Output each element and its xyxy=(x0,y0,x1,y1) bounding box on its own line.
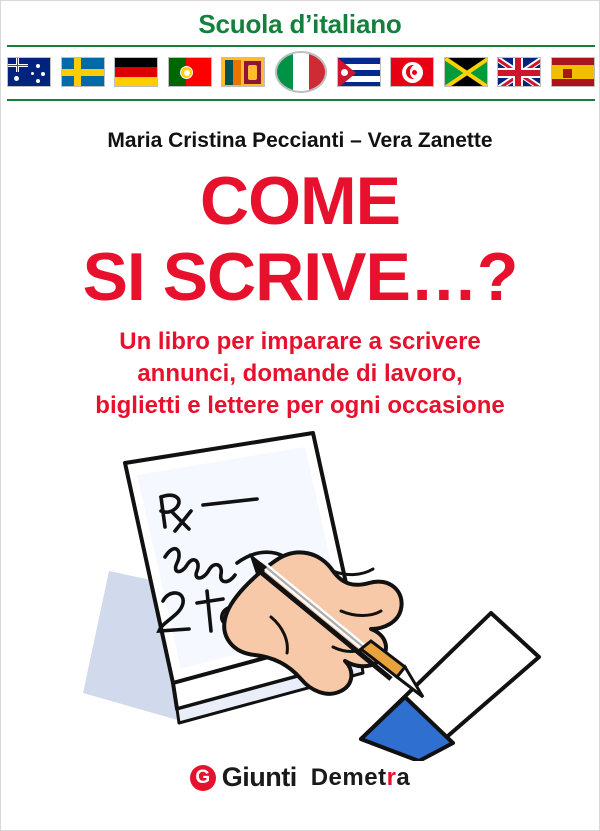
publisher-name: Giunti xyxy=(221,762,297,792)
flag-list xyxy=(7,49,595,95)
publisher-mark-icon: G xyxy=(190,765,216,791)
flag-jamaica xyxy=(444,57,488,87)
subtitle xyxy=(1,326,599,422)
publisher-imprint xyxy=(311,764,411,792)
series-title: Scuola d’italiano xyxy=(198,9,402,39)
flag-cuba xyxy=(337,57,381,87)
flag-strip-rule-top xyxy=(7,45,595,47)
subtitle-line-1: Un libro per imparare a scrivere xyxy=(119,328,481,355)
cover-illustration xyxy=(61,421,541,761)
flag-strip-rule-bottom xyxy=(7,99,595,101)
subtitle-line-2: annunci, domande di lavoro, xyxy=(137,359,463,387)
title-line-2: SI SCRIVE…? xyxy=(82,238,518,315)
flag-portugal xyxy=(168,57,212,87)
publisher-imprint-accent: r xyxy=(386,763,397,791)
flag-italy xyxy=(275,51,327,93)
subtitle-line-3: biglietti e lettere per ogni occasione xyxy=(95,391,505,419)
flag-united-kingdom xyxy=(497,57,541,87)
flag-strip xyxy=(1,45,600,101)
publisher-imprint-suffix: a xyxy=(396,763,411,791)
publisher-imprint-prefix: Demet xyxy=(310,763,387,791)
flag-germany xyxy=(114,57,158,87)
flag-tunisia xyxy=(390,57,434,87)
authors: Maria Cristina Peccianti – Vera Zanette xyxy=(107,129,493,152)
flag-australia xyxy=(7,57,51,87)
flag-sweden xyxy=(61,57,105,87)
page-title xyxy=(1,163,599,315)
flag-spain xyxy=(551,57,595,87)
title-line-1: COME xyxy=(200,163,400,239)
publisher-logo xyxy=(1,762,599,796)
flag-sri-lanka xyxy=(221,57,265,87)
